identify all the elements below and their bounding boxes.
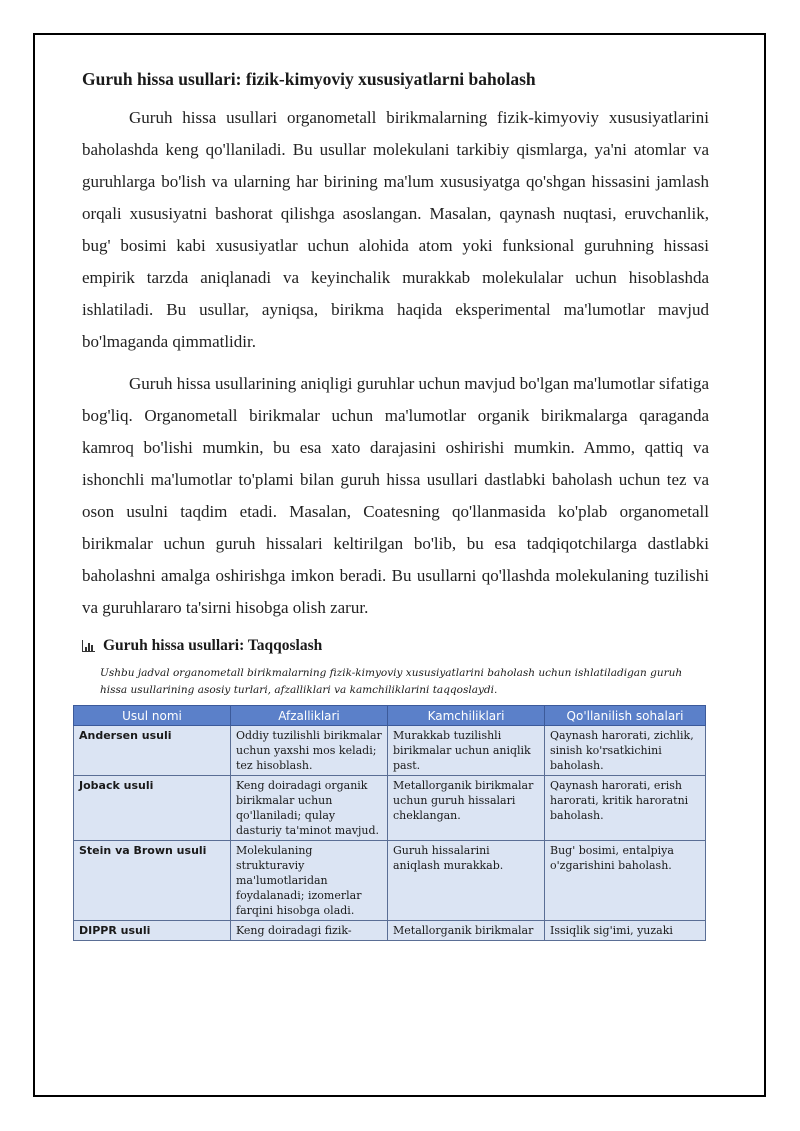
table-title-text: Guruh hissa usullari: Taqqoslash (103, 637, 323, 654)
table-cell: Qaynash harorati, erish harorati, kritik haroratni baholash. (545, 776, 706, 841)
table-title (82, 636, 709, 656)
table-cell: Bug' bosimi, entalpiya o'zgarishini baholash. (545, 841, 706, 921)
table-row (74, 726, 706, 776)
paragraph-2: Guruh hissa usullarining aniqligi guruhlar uchun mavjud bo'lgan ma'lumotlar sifatiga bog'liq. Organometall birikmalar uchun ma'lumotlar organik birikmalarga qaraganda kamroq bo'lishi mumkin, bu esa xato darajasini oshirishi mumkin. Ammo, qattiq va ishonchli ma'lumotlar to'plami bilan guruh hissa usullari dastlabki baholash uchun tez va oson usulni taqdim etadi. Masalan, Coatesning qo'llanmasida ko'plab organometall birikmalar uchun guruh hissalari keltirilgan bo'lib, bu esa tadqiqotchilarga dastlabki baholashni amalga oshirishga imkon beradi. Bu usullarni qo'llashda molekulaning tuzilishi va guruhlararo ta'sirni hisobga olish zarur. (82, 374, 709, 617)
table-cell: Molekulaning strukturaviy ma'lumotlaridan foydalanadi; izomerlar farqini hisobga oladi. (231, 841, 388, 921)
section-heading: Guruh hissa usullari: fizik-kimyoviy xususiyatlarni baholash (82, 69, 536, 89)
table-row (74, 841, 706, 921)
table-cell: Metallorganik birikmalar (388, 921, 545, 941)
table-cell: Issiqlik sig'imi, yuzaki (545, 921, 706, 941)
table-cell: Joback usuli (74, 776, 231, 841)
table-header-row (74, 706, 706, 726)
table-row (74, 776, 706, 841)
table-cell: Andersen usuli (74, 726, 231, 776)
comparison-table (73, 705, 706, 941)
table-cell: DIPPR usuli (74, 921, 231, 941)
table-cell: Guruh hissalarini aniqlash murakkab. (388, 841, 545, 921)
table-caption: Ushbu jadval organometall birikmalarning fizik-kimyoviy xususiyatlarini baholash uchun ishlatiladigan guruh hissa usullarining asosiy turlari, afzalliklari va kamchiliklarini taqqoslaydi. (100, 667, 683, 696)
table-cell: Oddiy tuzilishli birikmalar uchun yaxshi mos keladi; tez hisoblash. (231, 726, 388, 776)
column-header: Usul nomi (74, 706, 231, 726)
column-header: Qo'llanilish sohalari (545, 706, 706, 726)
column-header: Afzalliklari (231, 706, 388, 726)
document-body (79, 68, 709, 941)
table-row (74, 921, 706, 941)
paragraph-1: Guruh hissa usullari organometall birikmalarning fizik-kimyoviy xususiyatlarini baholashda keng qo'llaniladi. Bu usullar molekulani tarkibiy qismlarga, ya'ni atomlar va guruhlarga bo'lish va ularning har birining ma'lum xususiyatga qo'shgan hissasini jamlash orqali xususiyatni bashorat qilishga asoslangan. Masalan, qaynash nuqtasi, eruvchanlik, bug' bosimi kabi xususiyatlar uchun alohida atom yoki funksional guruhning hissasi empirik tarzda aniqlanadi va keyinchalik murakkab molekulalar uchun hisoblashda ishlatiladi. Bu usullar, ayniqsa, birikma haqida eksperimental ma'lumotlar mavjud bo'lmaganda qimmatlidir. (82, 108, 709, 351)
table-cell: Murakkab tuzilishli birikmalar uchun aniqlik past. (388, 726, 545, 776)
bar-chart-icon (82, 640, 95, 652)
column-header: Kamchiliklari (388, 706, 545, 726)
table-cell: Stein va Brown usuli (74, 841, 231, 921)
table-cell: Keng doiradagi fizik- (231, 921, 388, 941)
table-cell: Metallorganik birikmalar uchun guruh hissalari cheklangan. (388, 776, 545, 841)
table-cell: Keng doiradagi organik birikmalar uchun qo'llaniladi; qulay dasturiy ta'minot mavjud. (231, 776, 388, 841)
table-cell: Qaynash harorati, zichlik, sinish ko'rsatkichini baholash. (545, 726, 706, 776)
